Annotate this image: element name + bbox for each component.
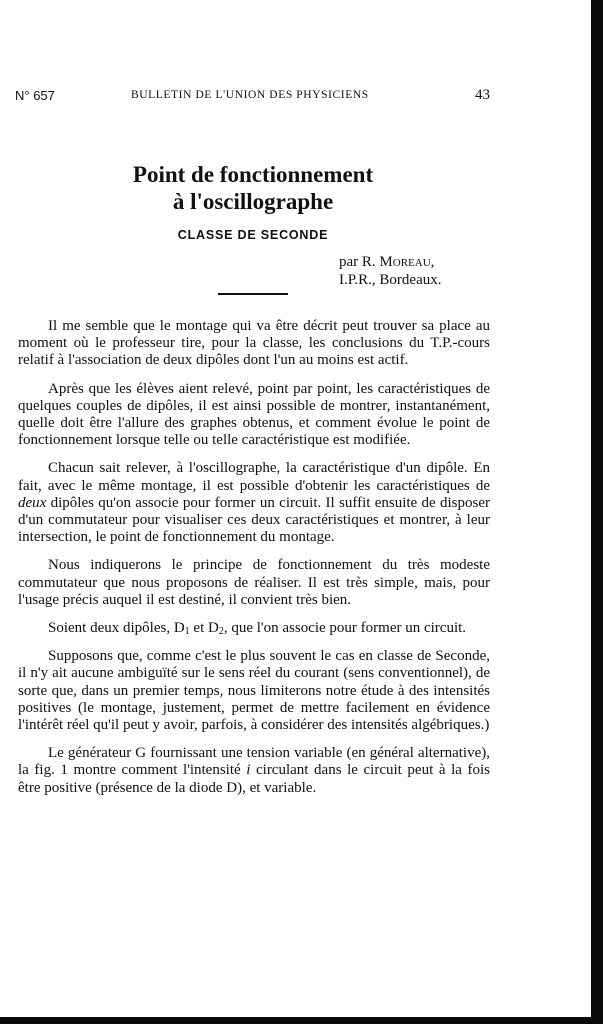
paragraph-2: Après que les élèves aient relevé, point par point, les caractéristiques de quelques couples de dipôles, il est ainsi possible de montrer, instantanément, quelle doit être l'allure des graphes obtenus, et comment évolue le point de fonctionnement lorsque telle ou telle caractéristique est modifiée. [18,380,490,449]
paragraph-5-text-b: et D [189,620,219,637]
running-header [15,88,490,106]
paragraph-6: Supposons que, comme c'est le plus souvent le cas en classe de Seconde, il n'y ait aucune ambiguïté sur le sens réel du courant (sens conventionnel), de sorte que, dans un premier temps, nous limiterons notre étude à des intensités positives (le montage, justement, permet de mettre facilement en évidence l'intérêt réel qu'il peut y avoir, parfois, à considérer des intensités algébriques.) [18,648,490,734]
subscript-2: 2 [218,626,224,638]
paragraph-3 [18,460,490,546]
paragraph-1: Il me semble que le montage qui va être décrit peut trouver sa place au moment où le professeur tire, pour la classe, les conclusions du T.P.-cours relatif à l'association de deux dipôles dont l'un au moins est actif. [18,318,490,369]
paragraph-3-text-a: Chacun sait relever, à l'oscillographe, la caractéristique d'un dipôle. En fait, avec le même montage, il est possible d'obtenir les caractéristiques de [18,460,490,494]
paragraph-3-text-b: dipôles qu'on associe pour former un circuit. Il suffit ensuite de disposer d'un commutateur pour visualiser ces deux caractéristiques et montrer, à leur intersection, le point de fonctionnement du montage. [18,494,490,546]
paragraph-5-text-c: , que l'on associe pour former un circuit. [223,620,467,637]
scan-edge-right [591,0,603,1024]
paragraph-7-text-b: circulant dans le circuit peut à la fois être positive (présence de la diode D), et variable. [18,762,490,796]
author-affiliation: I.P.R., Bordeaux. [339,272,442,288]
paragraph-5-text-a: Soient deux dipôles, D [48,620,185,637]
paragraph-5 [18,620,490,637]
paragraph-7-text-a: Le générateur G fournissant une tension variable (en général alternative), la fig. 1 montre comment l'intensité [18,745,490,779]
article-title-line-2: à l'oscillographe [172,189,334,214]
paragraph-7-emphasis: i [246,762,251,779]
author-name: Moreau, [379,254,435,270]
paragraph-3-emphasis: deux [18,494,47,511]
article-subtitle: CLASSE DE SECONDE [177,228,329,242]
author-prefix: par R. [339,254,380,270]
page-number: 43 [475,87,490,103]
article-body [18,318,490,797]
article-title-line-1: Point de fonctionnement [132,162,374,187]
issue-number: N° 657 [15,88,55,103]
subscript-1: 1 [184,626,190,638]
paragraph-4: Nous indiquerons le principe de fonctionnement du très modeste commutateur que nous proposons de réaliser. Il est très simple, mais, pour l'usage précis auquel il est destiné, il convient très bien. [18,557,490,608]
title-divider [218,293,288,295]
paragraph-7 [18,745,490,797]
scan-edge-bottom [0,1017,603,1024]
journal-title: BULLETIN DE L'UNION DES PHYSICIENS [131,89,369,101]
author-line [339,253,434,271]
